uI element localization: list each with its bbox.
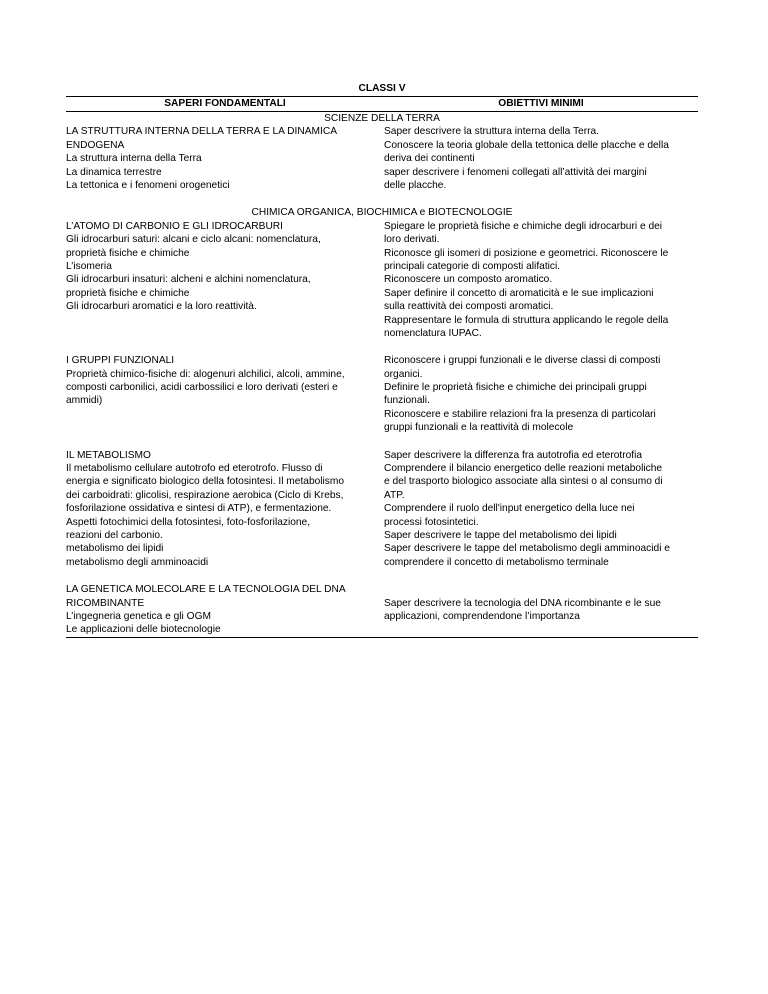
text-line: delle placche.: [384, 179, 447, 191]
text-line: organici.: [384, 368, 423, 380]
saperi-cell: [66, 583, 384, 637]
saperi-cell: [66, 220, 384, 341]
text-line: nomenclatura IUPAC.: [384, 327, 482, 339]
text-line: processi fotosintetici.: [384, 516, 479, 528]
text-line: Il metabolismo cellulare autotrofo ed eterotrofo. Flusso di: [66, 463, 323, 475]
text-line: loro derivati.: [384, 234, 440, 246]
text-line: Saper definire il concetto di aromaticità e le sue implicazioni: [384, 287, 654, 299]
bottom-rule: [66, 637, 698, 638]
text-line: metabolismo degli amminoacidi: [66, 556, 209, 568]
text-line: dei carboidrati: glicolisi, respirazione aerobica (Ciclo di Krebs,: [66, 489, 344, 501]
text-line: Saper descrivere la differenza fra autotrofia ed eterotrofia: [384, 449, 643, 461]
text-line: gruppi funzionali e la reattività di molecole: [384, 422, 574, 434]
table-row: [66, 220, 698, 341]
text-line: La dinamica terrestre: [66, 166, 162, 178]
syllabus-document: [66, 82, 698, 638]
table-row: [66, 449, 698, 570]
text-line: ATP.: [384, 489, 405, 501]
text-line: Riconosce gli isomeri di posizione e geometrici. Riconoscere le: [384, 247, 669, 259]
text-line: ENDOGENA: [66, 139, 125, 151]
saperi-cell: [66, 449, 384, 570]
text-line: metabolismo dei lipidi: [66, 543, 164, 555]
text-line: Riconoscere e stabilire relazioni fra la presenza di particolari: [384, 408, 656, 420]
text-line: L’ATOMO DI CARBONIO E GLI IDROCARBURI: [66, 220, 283, 232]
text-line: deriva dei continenti: [384, 153, 475, 165]
text-line: Comprendere il bilancio energetico delle reazioni metaboliche: [384, 463, 663, 475]
obiettivi-cell: [384, 220, 698, 341]
obiettivi-cell: [384, 449, 698, 570]
text-line: Le applicazioni delle biotecnologie: [66, 624, 221, 636]
text-line: LA GENETICA MOLECOLARE E LA TECNOLOGIA DEL DNA: [66, 584, 346, 596]
text-line: fosforilazione ossidativa e sintesi di ATP), e fermentazione.: [66, 503, 332, 515]
section-heading: CHIMICA ORGANICA, BIOCHIMICA e BIOTECNOLOGIE: [251, 207, 513, 219]
text-line: [384, 623, 698, 636]
text-line: L’ingegneria genetica e gli OGM: [66, 610, 211, 622]
text-line: comprendere il concetto di metabolismo terminale: [384, 556, 609, 568]
text-line: La tettonica e i fenomeni orogenetici: [66, 179, 230, 191]
text-line: applicazioni, comprendendone l’importanza: [384, 610, 580, 622]
text-line: Riconoscere un composto aromatico.: [384, 274, 553, 286]
obiettivi-cell: [384, 354, 698, 434]
saperi-cell: [66, 125, 384, 192]
table-body: [66, 112, 698, 637]
text-line: IL METABOLISMO: [66, 449, 151, 461]
text-line: Conoscere la teoria globale della tettonica delle placche e della: [384, 139, 669, 151]
text-line: Spiegare le proprietà fisiche e chimiche degli idrocarburi e dei: [384, 220, 663, 232]
text-line: Gli idrocarburi insaturi: alcheni e alchini nomenclatura,: [66, 274, 311, 286]
table-row: [66, 583, 698, 637]
right-column-header: OBIETTIVI MINIMI: [498, 98, 584, 109]
text-line: Riconoscere i gruppi funzionali e le diverse classi di composti: [384, 355, 661, 367]
table-row: [66, 125, 698, 192]
text-line: La struttura interna della Terra: [66, 153, 202, 165]
text-line: Comprendere il ruolo dell'input energetico della luce nei: [384, 503, 635, 515]
text-line: Gli idrocarburi aromatici e la loro reattività.: [66, 301, 257, 313]
saperi-cell: [66, 354, 384, 434]
text-line: principali categorie di composti alifatici.: [384, 260, 561, 272]
text-line: [384, 583, 698, 596]
text-line: e del trasporto biologico associate alla sintesi o al consumo di: [384, 476, 663, 488]
text-line: reazioni del carbonio.: [66, 529, 163, 541]
document-title: CLASSI V: [358, 83, 406, 94]
text-line: energia e significato biologico della fotosintesi. Il metabolismo: [66, 476, 345, 488]
text-line: Saper descrivere le tappe del metabolismo dei lipidi: [384, 529, 617, 541]
text-line: RICOMBINANTE: [66, 597, 145, 609]
text-line: composti carbonilici, acidi carbossilici e loro derivati (esteri e: [66, 382, 338, 394]
text-line: Aspetti fotochimici della fotosintesi, foto-fosforilazione,: [66, 516, 311, 528]
text-line: Saper descrivere le tappe del metabolismo degli amminoacidi e: [384, 543, 670, 555]
text-line: LA STRUTTURA INTERNA DELLA TERRA E LA DINAMICA: [66, 126, 337, 138]
left-column-header: SAPERI FONDAMENTALI: [164, 98, 286, 109]
text-line: Gli idrocarburi saturi: alcani e ciclo alcani: nomenclatura,: [66, 234, 321, 246]
text-line: Proprietà chimico-fisiche di: alogenuri alchilici, alcoli, ammine,: [66, 368, 345, 380]
text-line: Definire le proprietà fisiche e chimiche dei principali gruppi: [384, 382, 647, 394]
text-line: Rappresentare le formula di struttura applicando le regole della: [384, 314, 669, 326]
text-line: funzionali.: [384, 395, 430, 407]
text-line: I GRUPPI FUNZIONALI: [66, 355, 175, 367]
text-line: Saper descrivere la tecnologia del DNA ricombinante e le sue: [384, 597, 661, 609]
obiettivi-cell: [384, 125, 698, 192]
text-line: Saper descrivere la struttura interna della Terra.: [384, 126, 599, 138]
table-row: [66, 354, 698, 434]
obiettivi-cell: [384, 583, 698, 637]
text-line: proprietà fisiche e chimiche: [66, 287, 190, 299]
section-heading: SCIENZE DELLA TERRA: [324, 113, 440, 124]
text-line: ammidi): [66, 395, 103, 407]
text-line: proprietà fisiche e chimiche: [66, 247, 190, 259]
text-line: saper descrivere i fenomeni collegati all’attività dei margini: [384, 166, 647, 178]
text-line: L’isomeria: [66, 260, 112, 272]
column-header-row: [66, 96, 698, 112]
text-line: sulla reattività dei composti aromatici.: [384, 301, 554, 313]
